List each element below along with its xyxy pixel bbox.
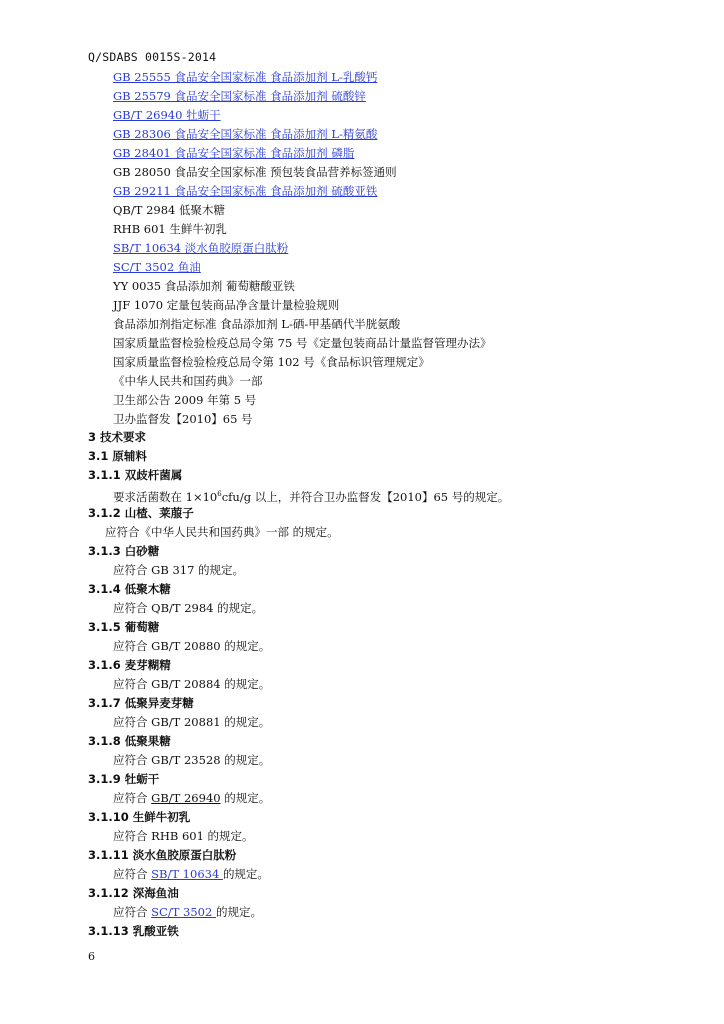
standard-link[interactable]: SB/T 10634 — [151, 867, 223, 881]
technical-requirements — [88, 428, 688, 941]
reference-item: QB/T 2984 低聚木糖 — [113, 203, 226, 217]
subsection-heading: 3.1.4 低聚木糖 — [88, 582, 171, 596]
reference-item: 卫办监督发【2010】65 号 — [113, 412, 253, 426]
normative-references-list — [113, 68, 491, 429]
reference-item: YY 0035 食品添加剂 葡萄糖酸亚铁 — [113, 279, 295, 293]
standard-reference: GB/T 26940 — [151, 791, 221, 805]
paragraph: 应符合《中华人民共和国药典》一部 的规定。 — [105, 525, 339, 539]
paragraph: 应符合 GB/T 26940 的规定。 — [113, 791, 271, 805]
paragraph: 应符合 GB/T 20884 的规定。 — [113, 677, 271, 691]
reference-item: JJF 1070 定量包装商品净含量计量检验规则 — [113, 298, 340, 312]
reference-item: GB 28050 食品安全国家标准 预包装食品营养标签通则 — [113, 165, 397, 179]
reference-link[interactable]: GB 28401 食品安全国家标准 食品添加剂 磷脂 — [113, 146, 355, 160]
paragraph: 应符合 RHB 601 的规定。 — [113, 829, 254, 843]
paragraph: 应符合 GB/T 20881 的规定。 — [113, 715, 271, 729]
reference-item: 国家质量监督检验检疫总局令第 75 号《定量包装商品计量监督管理办法》 — [113, 336, 492, 350]
subsection-heading: 3.1.13 乳酸亚铁 — [88, 924, 179, 938]
reference-item: 《中华人民共和国药典》一部 — [113, 374, 263, 388]
reference-link[interactable]: GB 25555 食品安全国家标准 食品添加剂 L-乳酸钙 — [113, 70, 378, 84]
subsection-heading: 3.1.3 白砂糖 — [88, 544, 160, 558]
paragraph: 应符合 GB/T 23528 的规定。 — [113, 753, 271, 767]
reference-item: 卫生部公告 2009 年第 5 号 — [113, 393, 257, 407]
subsection-heading: 3.1.11 淡水鱼胶原蛋白肽粉 — [88, 848, 237, 862]
subsection-heading: 3.1.5 葡萄糖 — [88, 620, 160, 634]
reference-item: 食品添加剂指定标准 食品添加剂 L-硒-甲基硒代半胱氨酸 — [113, 317, 401, 331]
subsection-heading: 3.1.8 低聚果糖 — [88, 734, 171, 748]
paragraph: 应符合 QB/T 2984 的规定。 — [113, 601, 264, 615]
document-header: Q/SDABS 0015S-2014 — [88, 50, 217, 64]
paragraph: 应符合 GB 317 的规定。 — [113, 563, 245, 577]
page-number: 6 — [88, 950, 95, 963]
paragraph: 应符合 SC/T 3502 的规定。 — [113, 905, 262, 919]
paragraph: 要求活菌数在 $1\times 10^6cfu/g$ 以上，并符合卫办监督发【2010】65 号的规定。 — [113, 490, 510, 504]
subsection-heading: 3.1.2 山楂、莱菔子 — [88, 506, 194, 520]
subsection-heading: 3.1.10 生鲜牛初乳 — [88, 810, 191, 824]
section-heading-3-1: 3.1 原辅料 — [88, 449, 147, 463]
subsection-heading: 3.1.7 低聚异麦芽糖 — [88, 696, 194, 710]
reference-link[interactable]: GB 25579 食品安全国家标准 食品添加剂 硫酸锌 — [113, 89, 366, 103]
reference-link[interactable]: SB/T 10634 淡水鱼胶原蛋白肽粉 — [113, 241, 289, 255]
reference-item: 国家质量监督检验检疫总局令第 102 号《食品标识管理规定》 — [113, 355, 430, 369]
paragraph: 应符合 GB/T 20880 的规定。 — [113, 639, 271, 653]
exponent: 6 — [217, 490, 222, 498]
subsection-heading: 3.1.9 牡蛎干 — [88, 772, 160, 786]
reference-link[interactable]: GB 28306 食品安全国家标准 食品添加剂 L-精氨酸 — [113, 127, 378, 141]
standard-link[interactable]: SC/T 3502 — [151, 905, 216, 919]
paragraph: 应符合 SB/T 10634 的规定。 — [113, 867, 269, 881]
reference-item: RHB 601 生鲜牛初乳 — [113, 222, 227, 236]
subsection-heading: 3.1.1 双歧杆菌属 — [88, 468, 183, 482]
reference-link[interactable]: SC/T 3502 鱼油 — [113, 260, 201, 274]
reference-link[interactable]: GB/T 26940 牡蛎干 — [113, 108, 221, 122]
section-heading-3: 3 技术要求 — [88, 430, 147, 444]
subsection-heading: 3.1.6 麦芽糊精 — [88, 658, 171, 672]
subsection-heading: 3.1.12 深海鱼油 — [88, 886, 179, 900]
reference-link[interactable]: GB 29211 食品安全国家标准 食品添加剂 硫酸亚铁 — [113, 184, 378, 198]
